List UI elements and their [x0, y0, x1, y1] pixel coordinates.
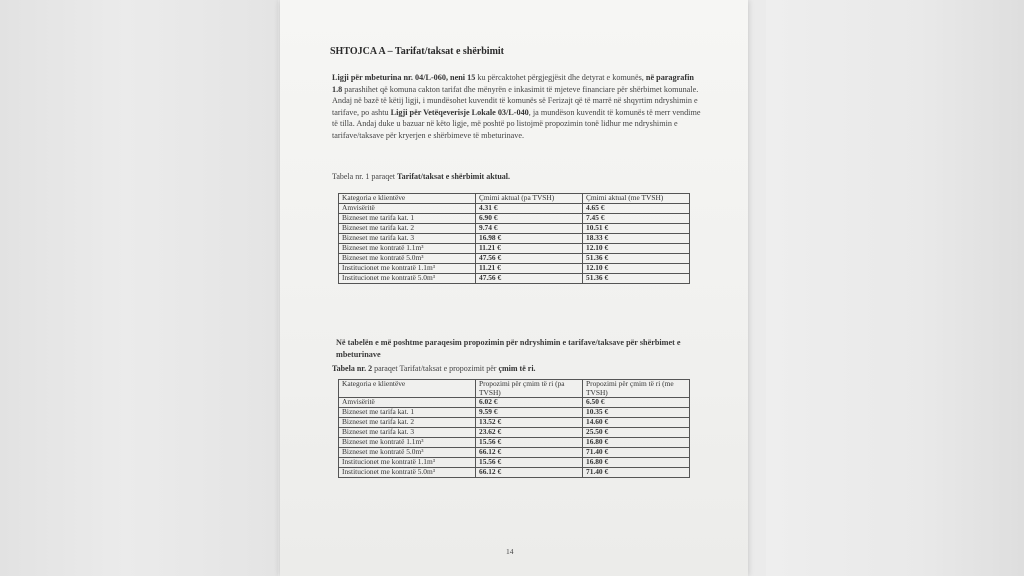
- table-row: [339, 448, 690, 458]
- table-row: [339, 438, 690, 448]
- price-cell: 23.62 €: [476, 428, 583, 438]
- table-row: [339, 398, 690, 408]
- table-row: [339, 234, 690, 244]
- price-cell: 12.10 €: [583, 264, 690, 274]
- table2-caption-bold: çmim të ri.: [498, 364, 536, 373]
- column-header: Kategoria e klientëve: [339, 380, 476, 398]
- price-cell: 16.80 €: [583, 458, 690, 468]
- price-cell: 15.56 €: [476, 438, 583, 448]
- table1-caption: [332, 172, 510, 181]
- column-header: [476, 194, 583, 204]
- price-cell: 10.51 €: [583, 224, 690, 234]
- column-header-text: Çmimi aktual (me TVSH): [586, 193, 664, 202]
- table1-caption-bold: Tarifat/taksat e shërbimit aktual.: [396, 172, 511, 181]
- price-cell: 11.21 €: [476, 264, 583, 274]
- price-cell: 47.56 €: [476, 254, 583, 264]
- price-cell: 51.36 €: [583, 274, 690, 284]
- category-cell: Bizneset me kontratë 1.1m³: [339, 438, 476, 448]
- category-cell: Amvisëritë: [339, 398, 476, 408]
- price-cell: 9.59 €: [476, 408, 583, 418]
- table-header-row: [339, 194, 690, 204]
- paragraph-reference: në paragrafin 1.8: [332, 73, 694, 94]
- column-header-text: Propozimi për çmim të ri (me TVSH): [586, 379, 674, 397]
- price-cell: 47.56 €: [476, 274, 583, 284]
- column-header: [583, 380, 690, 398]
- price-cell: 71.40 €: [583, 448, 690, 458]
- category-cell: Bizneset me kontratë 5.0m³: [339, 448, 476, 458]
- price-cell: 11.21 €: [476, 244, 583, 254]
- table1-caption-prefix: Tabela nr. 1 paraqet: [332, 172, 397, 181]
- intro-paragraph: [332, 72, 702, 142]
- table-row: [339, 224, 690, 234]
- category-cell: Bizneset me tarifa kat. 3: [339, 234, 476, 244]
- category-cell: Bizneset me tarifa kat. 3: [339, 428, 476, 438]
- category-cell: Bizneset me kontratë 5.0m³: [339, 254, 476, 264]
- price-cell: 51.36 €: [583, 254, 690, 264]
- price-cell: 66.12 €: [476, 468, 583, 478]
- price-cell: 16.98 €: [476, 234, 583, 244]
- column-header-text: Propozimi për çmim të ri (pa TVSH): [479, 379, 565, 397]
- category-cell: Bizneset me kontratë 1.1m³: [339, 244, 476, 254]
- price-cell: 25.50 €: [583, 428, 690, 438]
- price-cell: 9.74 €: [476, 224, 583, 234]
- column-header: [476, 380, 583, 398]
- proposed-tariffs-table: [338, 379, 690, 478]
- price-cell: 7.45 €: [583, 214, 690, 224]
- table-row: [339, 244, 690, 254]
- document-page: [280, 0, 748, 576]
- price-cell: 12.10 €: [583, 244, 690, 254]
- price-cell: 4.31 €: [476, 204, 583, 214]
- table-row: [339, 418, 690, 428]
- category-cell: Institucionet me kontratë 5.0m³: [339, 274, 476, 284]
- price-cell: 6.90 €: [476, 214, 583, 224]
- page-title: SHTOJCA A – Tarifat/taksat e shërbimit: [330, 46, 505, 57]
- table-row: [339, 264, 690, 274]
- background-left: [0, 0, 278, 576]
- category-cell: Bizneset me tarifa kat. 1: [339, 408, 476, 418]
- table-row: [339, 274, 690, 284]
- background-right: [766, 0, 1024, 576]
- proposal-heading: Në tabelën e më poshtme paraqesim propozimin për ndryshimin e tarifave/taksave për shërbimet e mbeturinave: [336, 338, 681, 359]
- price-cell: 10.35 €: [583, 408, 690, 418]
- table-row: [339, 254, 690, 264]
- category-cell: Institucionet me kontratë 1.1m³: [339, 458, 476, 468]
- price-cell: 6.50 €: [583, 398, 690, 408]
- price-cell: 4.65 €: [583, 204, 690, 214]
- column-header: [583, 194, 690, 204]
- column-header-text: Çmimi aktual (pa TVSH): [479, 193, 555, 202]
- intro-text-1: ku përcaktohet përgjegjësit dhe detyrat e komunës,: [475, 73, 646, 82]
- table2-caption-prefix: Tabela nr. 2: [332, 364, 373, 373]
- table-row: [339, 458, 690, 468]
- price-cell: 15.56 €: [476, 458, 583, 468]
- price-cell: 6.02 €: [476, 398, 583, 408]
- table-header-row: [339, 380, 690, 398]
- column-header: Kategoria e klientëve: [339, 194, 476, 204]
- page-number: 14: [506, 547, 514, 556]
- table2-caption: [332, 364, 536, 373]
- table-row: [339, 408, 690, 418]
- price-cell: 16.80 €: [583, 438, 690, 448]
- intro-text-2: parashihet që komuna cakton tarifat dhe mënyrën e inkasimit të mjeteve financiare për shërbimet komunale. Andaj në bazë të këtij ligji, i mundësohet kuvendit të komunës së Ferizajt që të marrë në shqyrtim ndryshimin e tarifave, po ashtu: [332, 84, 699, 117]
- price-cell: 71.40 €: [583, 468, 690, 478]
- price-cell: 66.12 €: [476, 448, 583, 458]
- price-cell: 14.60 €: [583, 418, 690, 428]
- category-cell: Amvisëritë: [339, 204, 476, 214]
- table-row: [339, 214, 690, 224]
- table-row: [339, 204, 690, 214]
- law-reference: Ligji për mbeturina nr. 04/L-060, neni 15: [332, 73, 476, 82]
- table2-caption-mid: paraqet Tarifat/taksat e propozimit për: [372, 364, 499, 373]
- local-law-reference: Ligji për Vetëqeverisje Lokale 03/L-040: [390, 107, 529, 117]
- category-cell: Institucionet me kontratë 1.1m³: [339, 264, 476, 274]
- category-cell: Bizneset me tarifa kat. 2: [339, 224, 476, 234]
- price-cell: 13.52 €: [476, 418, 583, 428]
- current-tariffs-table: [338, 193, 690, 284]
- table-row: [339, 428, 690, 438]
- category-cell: Institucionet me kontratë 5.0m³: [339, 468, 476, 478]
- category-cell: Bizneset me tarifa kat. 2: [339, 418, 476, 428]
- category-cell: Bizneset me tarifa kat. 1: [339, 214, 476, 224]
- intro-text-3: , ja mundëson kuvendit të komunës të merr vendime të tilla. Andaj duke u bazuar në këto ligje, më poshtë po listojmë propozimin tonë lidhur me ndryshimin e tarifave/taksave për kryerjen e shërbimeve të mbeturinave.: [332, 107, 701, 140]
- price-cell: 18.33 €: [583, 234, 690, 244]
- table-row: [339, 468, 690, 478]
